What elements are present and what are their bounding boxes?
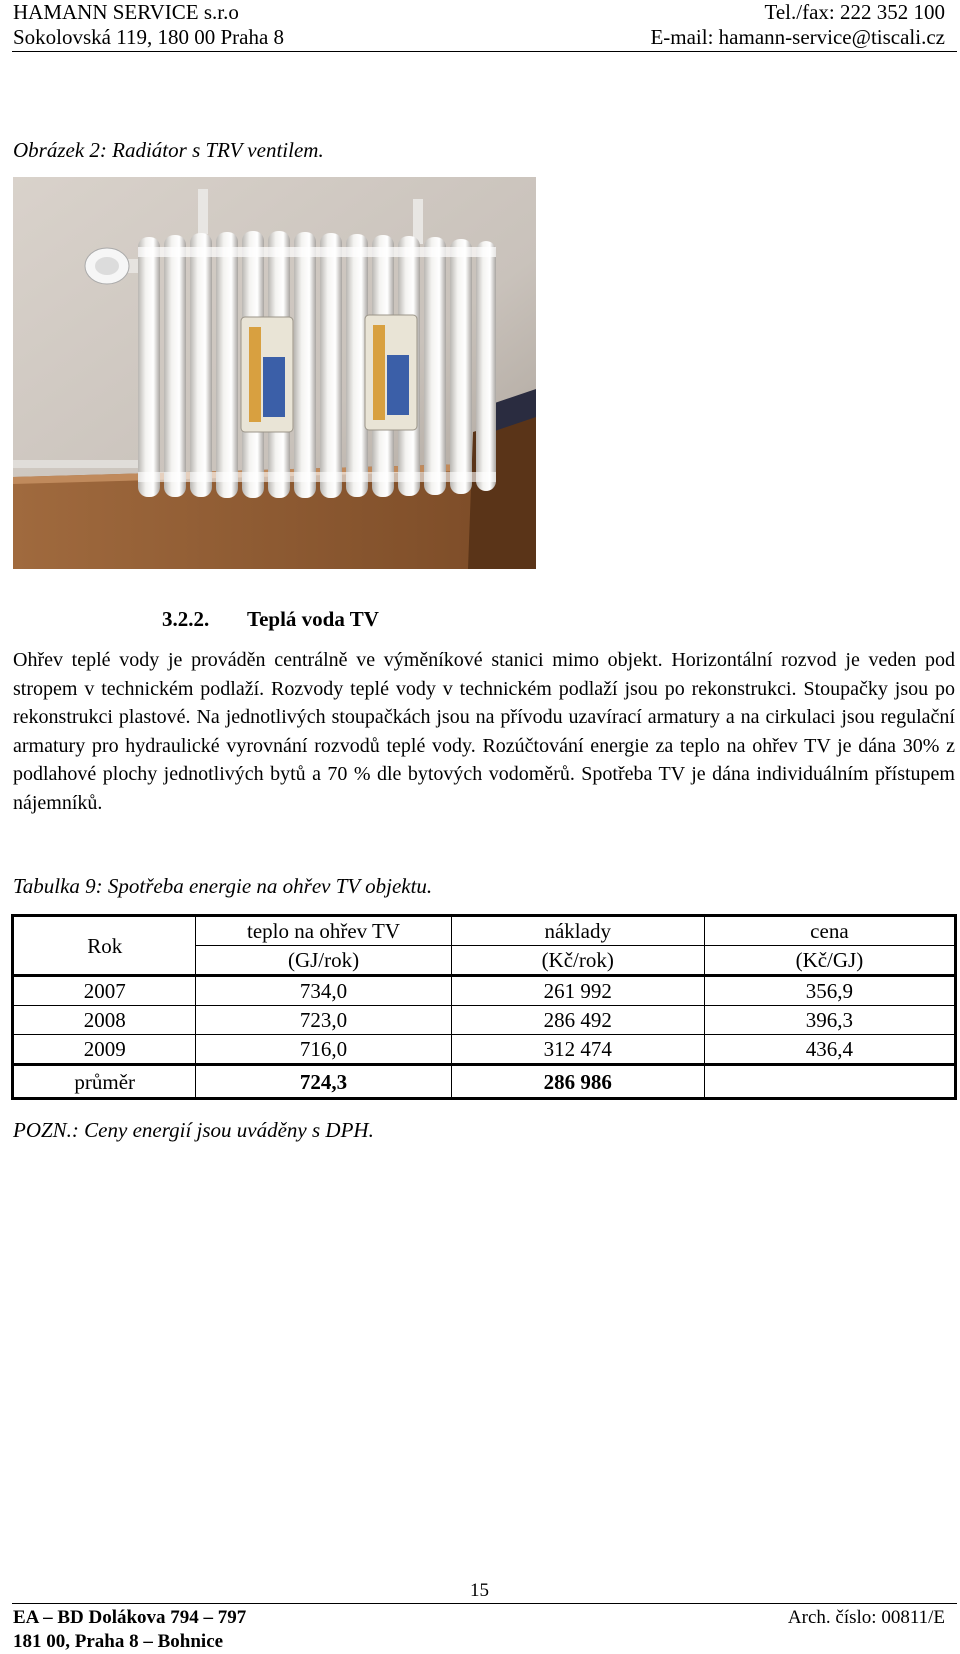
col-cost-header: náklady xyxy=(451,916,704,946)
figure-caption: Obrázek 2: Radiátor s TRV ventilem. xyxy=(13,138,324,162)
col-heat-unit: (GJ/rok) xyxy=(196,946,451,976)
col-price-unit: (Kč/GJ) xyxy=(704,946,955,976)
col-cost-unit: (Kč/rok) xyxy=(451,946,704,976)
footer-location: 181 00, Praha 8 – Bohnice xyxy=(13,1631,224,1652)
avg-price xyxy=(704,1065,955,1099)
row-heat: 723,0 xyxy=(196,1006,451,1035)
table-row xyxy=(13,976,956,1006)
row-year: 2009 xyxy=(13,1035,196,1065)
radiator-photo xyxy=(13,177,536,569)
avg-heat: 724,3 xyxy=(196,1065,451,1099)
footer-divider xyxy=(12,1603,957,1604)
footer-project: EA – BD Dolákova 794 – 797 xyxy=(13,1607,247,1628)
row-price: 436,4 xyxy=(704,1035,955,1065)
row-cost: 286 492 xyxy=(451,1006,704,1035)
header-phone: Tel./fax: 222 352 100 xyxy=(764,0,945,24)
section-number: 3.2.2. xyxy=(162,607,210,631)
avg-cost: 286 986 xyxy=(451,1065,704,1099)
col-heat-header: teplo na ohřev TV xyxy=(196,916,451,946)
row-price: 356,9 xyxy=(704,976,955,1006)
page-number: 15 xyxy=(470,1580,489,1601)
table-note: POZN.: Ceny energií jsou uváděny s DPH. xyxy=(13,1118,374,1142)
table-row xyxy=(13,1006,956,1035)
col-price-header: cena xyxy=(704,916,955,946)
energy-table xyxy=(11,914,957,1100)
footer-archive: Arch. číslo: 00811/E xyxy=(787,1607,945,1628)
avg-label: průměr xyxy=(13,1065,196,1099)
row-year: 2008 xyxy=(13,1006,196,1035)
section-title: Teplá voda TV xyxy=(247,607,379,631)
header-company: HAMANN SERVICE s.r.o xyxy=(13,0,239,24)
row-cost: 312 474 xyxy=(451,1035,704,1065)
section-body: Ohřev teplé vody je prováděn centrálně ve výměníkové stanici mimo objekt. Horizontální rozvod je veden pod stropem v technickém podlaží. Rozvody teplé vody v technickém podlaží jsou po rekonstrukci. Stoupačky jsou po rekonstrukci plastové. Na jednotlivých stoupačkách jsou na přívodu uzavírací armatury a na cirkulaci jsou regulační armatury pro hydraulické vyrovnání rozvodů teplé vody. Rozúčtování energie za teplo na ohřev TV je dána 30% z podlahové plochy jednotlivých bytů a 70 % dle bytových vodoměrů. Spotřeba TV je dána individuálním přístupem nájemníků. xyxy=(13,649,955,814)
row-cost: 261 992 xyxy=(451,976,704,1006)
col-year-header: Rok xyxy=(13,916,196,976)
row-price: 396,3 xyxy=(704,1006,955,1035)
header-divider xyxy=(12,51,957,52)
table-caption: Tabulka 9: Spotřeba energie na ohřev TV objektu. xyxy=(13,874,433,898)
row-heat: 734,0 xyxy=(196,976,451,1006)
header-email: E-mail: hamann-service@tiscali.cz xyxy=(650,25,945,49)
table-header-row xyxy=(13,916,956,946)
table-row xyxy=(13,1035,956,1065)
row-heat: 716,0 xyxy=(196,1035,451,1065)
row-year: 2007 xyxy=(13,976,196,1006)
header-address: Sokolovská 119, 180 00 Praha 8 xyxy=(13,25,285,49)
table-average-row xyxy=(13,1065,956,1099)
